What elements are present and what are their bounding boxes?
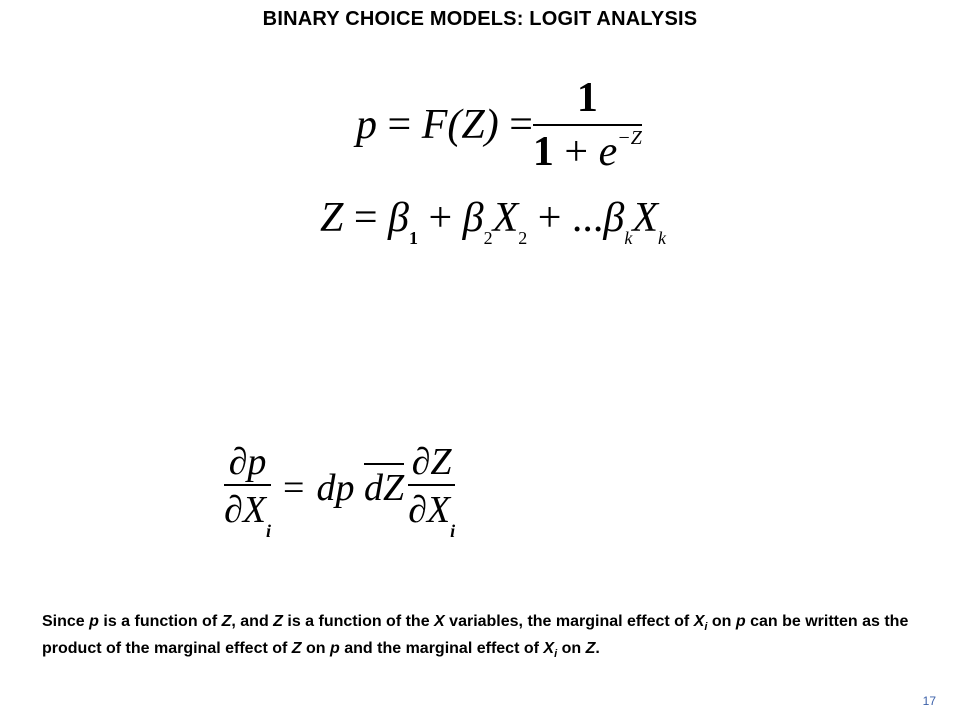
var-subscript: i	[704, 621, 708, 634]
symbol-Z-arg: (Z)	[447, 102, 499, 148]
var-z: Z	[291, 640, 302, 658]
var-x: X	[434, 613, 445, 630]
linear-index-equation	[320, 194, 666, 249]
dp-dz-fraction	[316, 466, 404, 510]
text-run: and the marginal effect of	[339, 640, 544, 658]
var-z: Z	[585, 640, 596, 658]
symbol-beta: β	[462, 195, 484, 241]
fraction-denominator	[224, 484, 272, 541]
text-run: variables, the marginal effect of	[444, 613, 694, 630]
subscript: k	[624, 228, 633, 249]
logistic-fraction	[533, 74, 642, 176]
fraction-numerator: ∂Z	[411, 441, 452, 483]
partial-X: ∂X	[224, 489, 266, 531]
var-z: Z	[273, 613, 283, 630]
symbol-p: p	[356, 102, 377, 148]
text-run: .	[595, 640, 600, 658]
subscript: 2	[518, 228, 528, 249]
plus-sign: +	[417, 195, 463, 241]
page-number: 17	[922, 694, 936, 708]
text-run: on	[707, 613, 736, 630]
symbol-Z: Z	[320, 195, 344, 241]
dz-dx-fraction	[408, 440, 456, 541]
symbol-X: X	[632, 195, 658, 241]
plus-sign: +	[553, 129, 599, 175]
symbol-X: X	[492, 195, 519, 241]
symbol-e: e	[598, 129, 618, 175]
var-x: X	[693, 613, 705, 630]
subscript-i: i	[266, 520, 272, 541]
partial-X: ∂X	[408, 489, 451, 531]
equals-sign: =	[343, 195, 389, 241]
subscript: k	[658, 228, 666, 249]
var-p: p	[89, 613, 99, 630]
slide-title: BINARY CHOICE MODELS: LOGIT ANALYSIS	[262, 8, 698, 30]
text-run: Since	[42, 613, 90, 630]
explanation-paragraph	[42, 611, 924, 665]
fraction-denominator	[533, 124, 642, 176]
var-z: Z	[221, 613, 232, 630]
fraction-denominator	[408, 484, 456, 541]
fraction-numerator: dp	[316, 466, 355, 509]
var-p: p	[330, 640, 340, 658]
equals-sign: =	[498, 102, 533, 148]
subscript-i: i	[450, 520, 456, 541]
var-p: p	[735, 613, 746, 630]
subscript: 2	[483, 228, 493, 249]
symbol-beta: β	[603, 195, 625, 241]
fraction-denominator: dZ	[364, 463, 404, 509]
denominator-one: 1	[532, 129, 554, 175]
exponent: −Z	[617, 127, 642, 149]
lhs-fraction	[224, 440, 272, 541]
fraction-numerator: ∂p	[228, 441, 267, 483]
var-x: X	[543, 640, 555, 658]
subscript: 1	[408, 228, 418, 249]
equation-lhs	[356, 101, 533, 149]
symbol-beta: β	[388, 195, 409, 241]
chain-rule-equation	[222, 440, 457, 541]
text-run: is a function of	[98, 613, 222, 630]
fraction-numerator: 1	[576, 75, 598, 121]
text-run: on	[301, 640, 331, 658]
text-run: can be written as the product of the marginal effect of	[42, 613, 909, 658]
text-run: is a function of the	[282, 613, 435, 630]
text-run: , and	[231, 613, 274, 630]
equals-sign: =	[283, 466, 305, 509]
symbol-F: F	[421, 102, 448, 148]
var-subscript: i	[554, 648, 558, 661]
logistic-function-equation	[356, 74, 642, 176]
equals-sign: =	[377, 102, 422, 148]
text-run: on	[557, 640, 586, 658]
plus-ellipsis: + ...	[527, 195, 604, 241]
